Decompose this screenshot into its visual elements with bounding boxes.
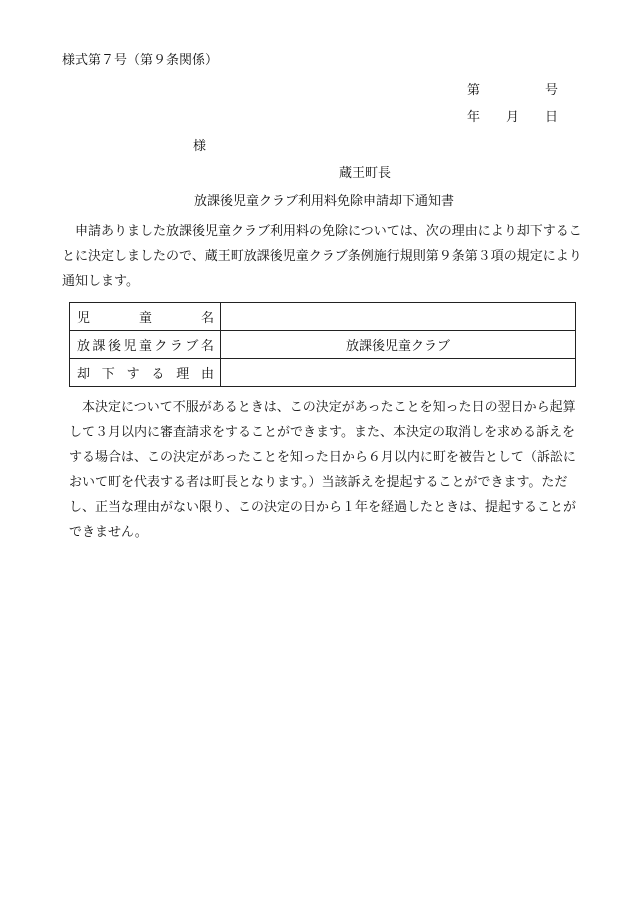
label-char: ブ: [185, 339, 199, 354]
date-day: 日: [545, 110, 559, 125]
appeal-notice-paragraph: [62, 395, 582, 545]
details-table: [69, 302, 576, 387]
label-char: 名: [200, 339, 214, 354]
intro-paragraph: [62, 219, 582, 294]
notice-line: して３月以内に審査請求をすることができます。また、本決定の取消しを求める訴えを: [69, 425, 575, 440]
label-char: 理: [176, 367, 190, 382]
form-number: 様式第７号（第９条関係）: [62, 53, 219, 68]
child-name-label: [70, 303, 221, 331]
document-title: 放課後児童クラブ利用料免除申請却下通知書: [194, 194, 455, 209]
label-char: 由: [200, 367, 214, 382]
club-name-value: 放課後児童クラブ: [221, 331, 576, 359]
notice-line: できません。: [69, 525, 148, 540]
notice-line: する場合は、この決定があったことを知った日から６月以内に町を被告として（訴訟に: [69, 450, 576, 465]
label-char: す: [126, 367, 140, 382]
label-char: 後: [107, 339, 121, 354]
doc-number-prefix: 第: [467, 83, 481, 98]
notice-line: 本決定について不服があるときは、この決定があったことを知った日の翌日から起算: [82, 400, 576, 415]
label-char: 下: [101, 367, 115, 382]
date-year: 年: [467, 110, 481, 125]
label-char: ク: [154, 339, 168, 354]
club-name-label: [70, 331, 221, 359]
date-month: 月: [506, 110, 520, 125]
intro-line: 通知します。: [62, 274, 139, 289]
label-char: 児: [77, 311, 91, 326]
notice-line: し、正当な理由がない限り、この決定の日から１年を経過したときは、提起することが: [69, 500, 577, 515]
table-row: [70, 359, 576, 387]
issuer-name: 蔵王町長: [339, 166, 392, 181]
label-char: 名: [200, 311, 214, 326]
label-char: ラ: [169, 339, 183, 354]
label-char: る: [151, 367, 165, 382]
label-char: 放: [77, 339, 91, 354]
notice-line: おいて町を代表する者は町長となります。）当該訴えを提起することができます。ただ: [69, 475, 568, 490]
child-name-value[interactable]: [221, 303, 576, 331]
label-char: 課: [92, 339, 106, 354]
label-char: 児: [123, 339, 137, 354]
doc-number-suffix: 号: [545, 83, 559, 98]
rejection-reason-label: [70, 359, 221, 387]
label-char: 却: [77, 367, 91, 382]
label-char: 童: [138, 311, 152, 326]
table-row: [70, 303, 576, 331]
label-char: 童: [138, 339, 152, 354]
intro-line: とに決定しましたので、蔵王町放課後児童クラブ条例施行規則第９条第３項の規定により: [62, 249, 582, 264]
table-row: [70, 331, 576, 359]
intro-line: 申請ありました放課後児童クラブ利用料の免除については、次の理由により却下するこ: [75, 224, 582, 239]
addressee-honorific: 様: [193, 139, 207, 154]
rejection-reason-value[interactable]: [221, 359, 576, 387]
